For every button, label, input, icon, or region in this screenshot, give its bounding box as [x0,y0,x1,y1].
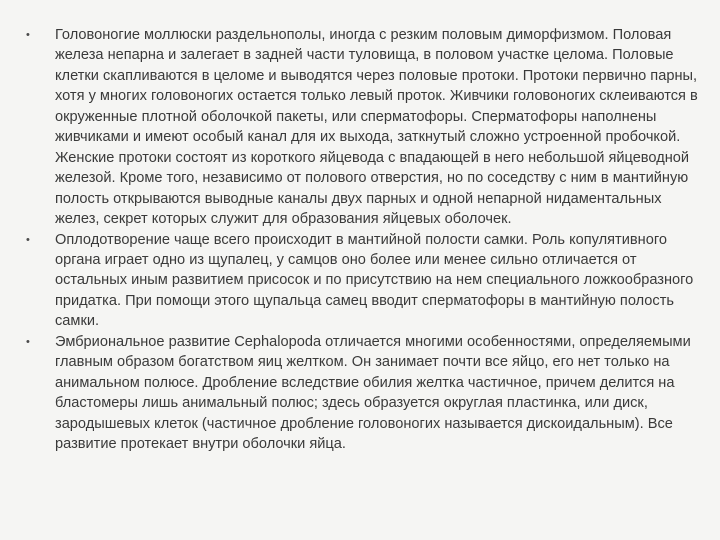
bullet-item-fertilization [26,230,698,332]
bullet-dot-icon: • [26,29,30,41]
bullet-text: Оплодотворение чаще всего происходит в мантийной полости самки. Роль копулятивного органа играет одно из щупалец, у самцов оно более или менее сильно отличается от остальных иным развитием присосок и по присутствию на нем специального ложкообразного придатка. При помощи этого щупальца самец вводит сперматофоры в мантийную полость самки. [55,231,694,330]
bullet-item-embryonic-development [26,332,698,455]
bullet-text: Эмбриональное развитие Cephalopoda отличается многими особенностями, определяемыми главным образом богатством яиц желтком. Он занимает почти все яйцо, его нет только на анимальном полюсе. Дробление вследствие обилия желтка частичное, причем делится на бластомеры лишь анимальный полюс; здесь образуется округлая пластинка, или диск, зародышевых клеток (частичное дробление головоногих называется дискоидальным). Все развитие протекает внутри оболочки яйца. [55,333,691,453]
bullet-item-reproductive-system [26,25,698,230]
bullet-text: Головоногие моллюски раздельнополы, иногда с резким половым диморфизмом. Половая железа непарна и залегает в задней части туловища, в половом участке целома. Половые клетки скапливаются в целоме и выводятся через половые протоки. Протоки первично парны, хотя у многих головоногих остается только левый проток. Живчики головоногих склеиваются в окруженные плотной оболочкой пакеты, или сперматофоры. Сперматофоры наполнены живчиками и имеют особый канал для их выхода, заткнутый сложно устроенной пробочкой. Женские протоки состоят из короткого яйцевода с впадающей в него небольшой яйцеводной железой. Кроме того, независимо от полового отверстия, но по соседству с ним в мантийную полость открываются выводные каналы двух парных и одной непарной нидаментальных желез, секрет которых служит для образования яйцевых оболочек. [55,27,698,228]
bullet-list [26,25,698,455]
bullet-dot-icon: • [26,335,30,348]
bullet-dot-icon: • [26,233,30,246]
